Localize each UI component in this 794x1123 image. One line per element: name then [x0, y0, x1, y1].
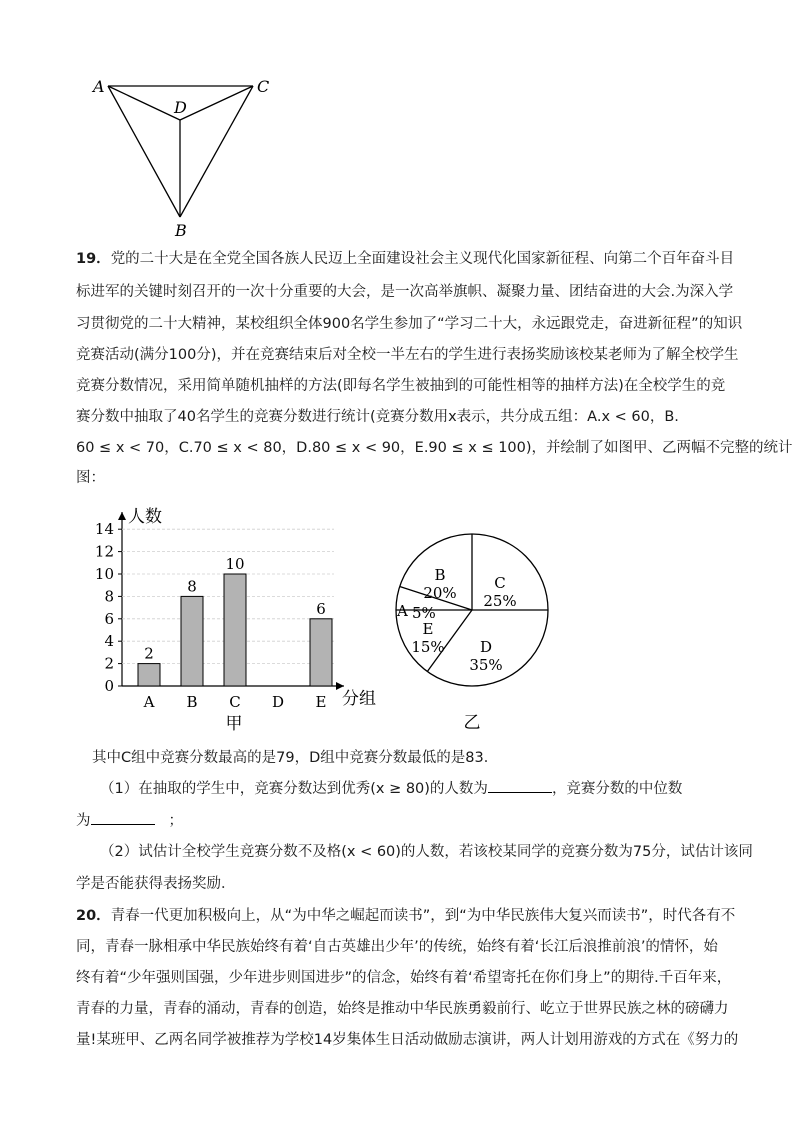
- chart-title: 乙: [463, 713, 481, 733]
- x-tick-label: A: [143, 693, 155, 711]
- x-tick-label: E: [315, 693, 327, 711]
- y-axis-arrow: [118, 512, 126, 520]
- q19-line-6: 赛分数中抽取了40名学生的竞赛分数进行统计(竞赛分数用x表示，共分成五组：A.x < 60，B.: [76, 409, 679, 425]
- bar: [181, 596, 203, 686]
- vertex-b-label: B: [175, 221, 187, 240]
- q20-line-3: 终有着“少年强则国强，少年进步则国进步”的信念，始终有着‘希望寄托在你们身上”的期待.千百年来，: [76, 970, 732, 986]
- bar-data-label: 2: [144, 644, 154, 663]
- q20-line-5: 量!某班甲、乙两名同学被推荐为学校14岁集体生日活动做励志演讲，两人计划用游戏的方式在《努力的: [76, 1032, 739, 1048]
- x-axis-label: 分组: [342, 689, 376, 709]
- q19-part1-median-text: ，竞赛分数的中位数: [551, 781, 683, 797]
- y-tick-label: 8: [104, 587, 114, 606]
- q19-line-5: 竞赛分数情况，采用简单随机抽样的方法(即每名学生被抽到的可能性相等的抽样方法)在全校学生的竞: [76, 378, 726, 394]
- y-tick-label: 2: [104, 654, 114, 673]
- x-tick-label: C: [229, 693, 241, 711]
- y-tick-label: 14: [94, 520, 114, 539]
- q19-part2-cont: 学是否能获得表扬奖励．: [76, 876, 236, 892]
- pie-slice-a-percent: 5%: [412, 604, 436, 622]
- q19-line-8: 图：: [76, 470, 105, 486]
- q20-number: 20．: [76, 908, 111, 924]
- q19-part1-text: （1）在抽取的学生中，竞赛分数达到优秀(x ≥ 80)的人数为: [100, 781, 488, 797]
- q19-text: 党的二十大是在全党全国各族人民迈上全面建设社会主义现代化国家新征程、向第二个百年奋斗目: [110, 251, 735, 267]
- pie-slice-d-percent: 35%: [469, 656, 503, 674]
- vertex-a-label: A: [93, 77, 105, 96]
- vertex-c-label: C: [257, 77, 270, 96]
- x-tick-label: B: [186, 693, 198, 711]
- q19-note: 其中C组中竞赛分数最高的是79，D组中竞赛分数最低的是83．: [92, 750, 499, 766]
- pie-slice-a-label: A: [397, 602, 408, 620]
- y-tick-label: 0: [104, 677, 114, 695]
- q19-number: 19．: [76, 251, 111, 267]
- bar: [224, 574, 246, 686]
- y-tick-label: 4: [104, 632, 114, 651]
- bar: [310, 619, 332, 686]
- answer-blank-excellent[interactable]: [488, 778, 552, 793]
- q19-part1: [100, 778, 682, 799]
- q19-line-7: 60 ≤ x < 70，C.70 ≤ x < 80，D.80 ≤ x < 90，E.90 ≤ x ≤ 100)，并绘制了如图甲、乙两幅不完整的统计: [76, 440, 793, 456]
- pie-slice-b-label: B: [434, 566, 446, 584]
- pie-slice-e-label: E: [422, 620, 434, 638]
- bar-data-label: 10: [225, 555, 245, 573]
- triangle-figure: [88, 72, 288, 242]
- q20-line-2: 同，青春一脉相承中华民族始终有着‘自古英雄出少年’的传统，始终有着‘长江后浪推前浪’的情怀，始: [76, 939, 718, 955]
- y-tick-label: 6: [104, 609, 114, 628]
- q19-line-1: [76, 249, 734, 269]
- bar-data-label: 8: [187, 577, 197, 596]
- q19-line-3: 习贯彻党的二十大精神，某校组织全体900名学生参加了“学习二十大，永远跟党走，奋进新征程”的知识: [76, 316, 743, 332]
- q19-part1-cont: [76, 810, 183, 831]
- chart-title: 甲: [225, 714, 243, 734]
- q20-line-1: [76, 906, 735, 926]
- pie-slice-c-label: C: [494, 574, 506, 592]
- answer-blank-median[interactable]: [91, 810, 155, 825]
- pie-slice-d-label: D: [479, 638, 493, 656]
- y-tick-label: 10: [94, 565, 114, 583]
- q20-line-4: 青春的力量，青春的涌动，青春的创造，始终是推动中华民族勇毅前行、屹立于世界民族之林的磅礴力: [76, 1001, 729, 1017]
- pie-slice-b-percent: 20%: [423, 584, 457, 602]
- pie-chart: [390, 530, 560, 740]
- q19-line-2: 标进军的关键时刻召开的一次十分重要的大会，是一次高举旗帜、凝聚力量、团结奋进的大会.为深入学: [76, 284, 734, 300]
- vertex-d-label: D: [174, 98, 187, 117]
- bar: [138, 664, 160, 686]
- q19-part1-semicolon: ；: [168, 813, 183, 829]
- q20-text: 青春一代更加积极向上，从“为中华之崛起而读书”，到“为中华民族伟大复兴而读书”，时代各有不: [110, 908, 736, 924]
- pie-slice-e-percent: 15%: [411, 638, 445, 656]
- q19-part1-wei: 为: [76, 813, 91, 829]
- bar-chart: [84, 496, 384, 736]
- q19-part2: （2）试估计全校学生竞赛分数不及格(x < 60)的人数，若该校某同学的竞赛分数为75分，试估计该同: [100, 844, 753, 860]
- pie-slice-c-percent: 25%: [483, 592, 517, 610]
- x-tick-label: D: [271, 693, 285, 711]
- q19-line-4: 竞赛活动(满分100分)，并在竞赛结束后对全校一半左右的学生进行表扬奖励该校某老师为了解全校学生: [76, 347, 739, 363]
- bar-data-label: 6: [316, 599, 326, 618]
- y-axis-label: 人数: [128, 507, 162, 527]
- y-tick-label: 12: [94, 542, 114, 561]
